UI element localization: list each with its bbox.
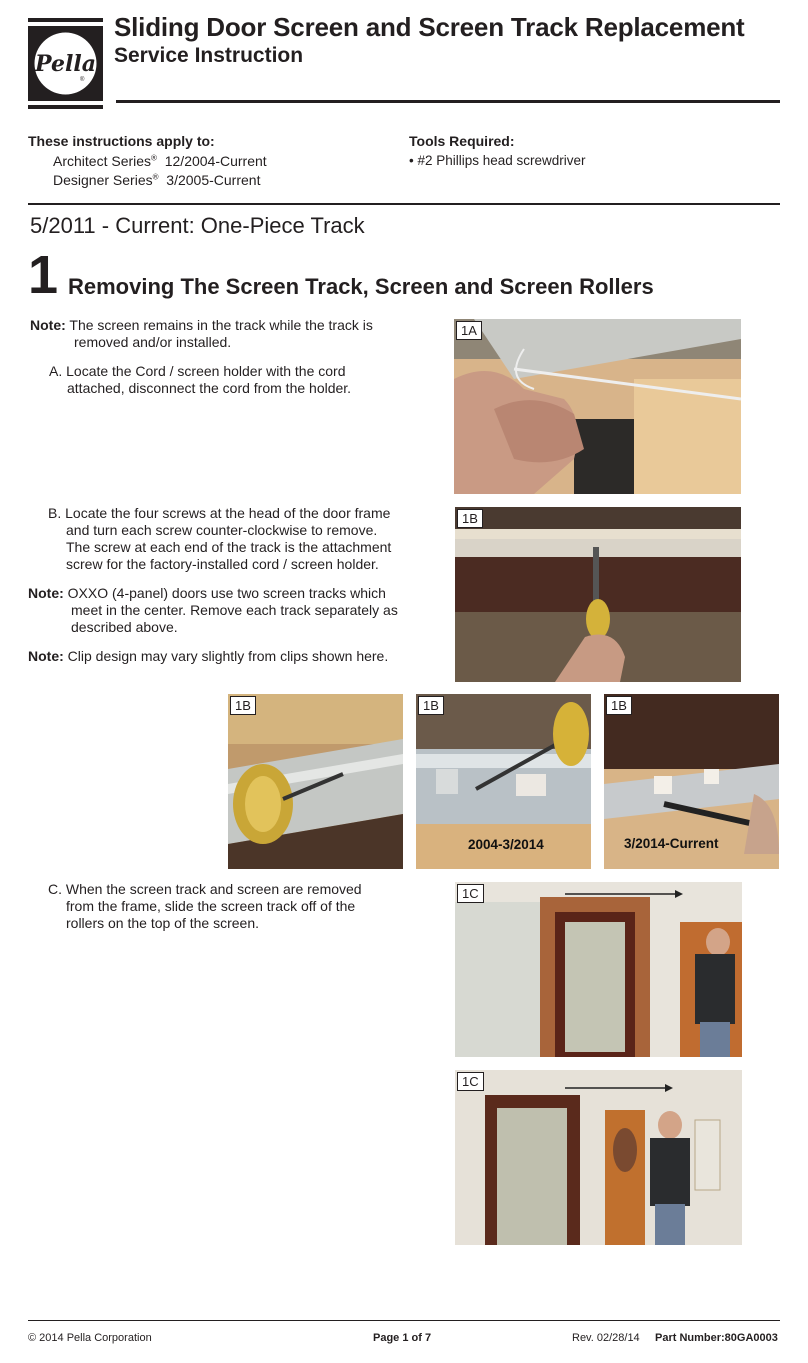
tools-item: • #2 Phillips head screwdriver [409,153,586,168]
document-subtitle: Service Instruction [114,44,304,67]
photo-label-1b-small-2: 1B [418,696,444,715]
footer-part-number: Part Number:80GA0003 [655,1332,778,1344]
step-a-line1: A. Locate the Cord / screen holder with the cord [49,363,346,379]
svg-text:®: ® [80,77,85,83]
tools-heading: Tools Required: [409,133,515,149]
step-number: 1 [28,245,59,305]
applies-line-architect: Architect Series® 12/2004-Current [53,153,267,169]
footer-divider [28,1320,780,1321]
document-title: Sliding Door Screen and Screen Track Replacement [114,12,745,42]
photo-label-1c-2: 1C [457,1072,484,1091]
section-title: 5/2011 - Current: One-Piece Track [30,213,365,238]
note-2-cont2: described above. [71,619,178,635]
step-b-line2: and turn each screw counter-clockwise to remove. [66,522,378,538]
photo-1c-1 [455,882,742,1057]
photo-1a [454,319,741,494]
caption-2014-current: 3/2014-Current [624,836,719,851]
step-b-line3: The screw at each end of the track is the attachment [66,539,392,555]
applies-line-designer: Designer Series® 3/2005-Current [53,172,261,188]
photo-1b-small-1 [228,694,403,869]
note-2-cont1: meet in the center. Remove each track separately as [71,602,398,618]
photo-label-1b-small-3: 1B [606,696,632,715]
step-c-line2: from the frame, slide the screen track off of the [66,898,356,914]
step-b-line1: B. Locate the four screws at the head of the door frame [48,505,391,521]
section-divider [28,203,780,205]
note-1: Note: The screen remains in the track while the track is [30,317,373,333]
step-b-line4: screw for the factory-installed cord / screen holder. [66,556,379,572]
photo-1c-2 [455,1070,742,1245]
photo-label-1b-small-1: 1B [230,696,256,715]
note-1-cont: removed and/or installed. [74,334,232,350]
photo-label-1a: 1A [456,321,482,340]
step-c-line3: rollers on the top of the screen. [66,915,259,931]
photo-1b-small-3 [604,694,779,869]
svg-text:Pella: Pella [35,51,96,77]
pella-logo [28,18,103,109]
note-3: Note: Clip design may vary slightly from clips shown here. [28,648,389,664]
photo-label-1b: 1B [457,509,483,528]
footer-copyright: © 2014 Pella Corporation [28,1332,152,1344]
photo-label-1c-1: 1C [457,884,484,903]
photo-1b-small-2 [416,694,591,869]
footer-revision: Rev. 02/28/14 [572,1332,640,1344]
step-c-line1: C. When the screen track and screen are removed [48,881,362,897]
photo-1b [455,507,741,682]
applies-heading: These instructions apply to: [28,133,215,149]
footer-page-number: Page 1 of 7 [373,1332,432,1344]
step-heading: Removing The Screen Track, Screen and Screen Rollers [68,274,654,299]
header-divider [116,100,780,103]
caption-2004-2014: 2004-3/2014 [468,837,544,852]
step-a-line2: attached, disconnect the cord from the holder. [67,380,352,396]
note-2: Note: OXXO (4-panel) doors use two screen tracks which [28,585,386,601]
